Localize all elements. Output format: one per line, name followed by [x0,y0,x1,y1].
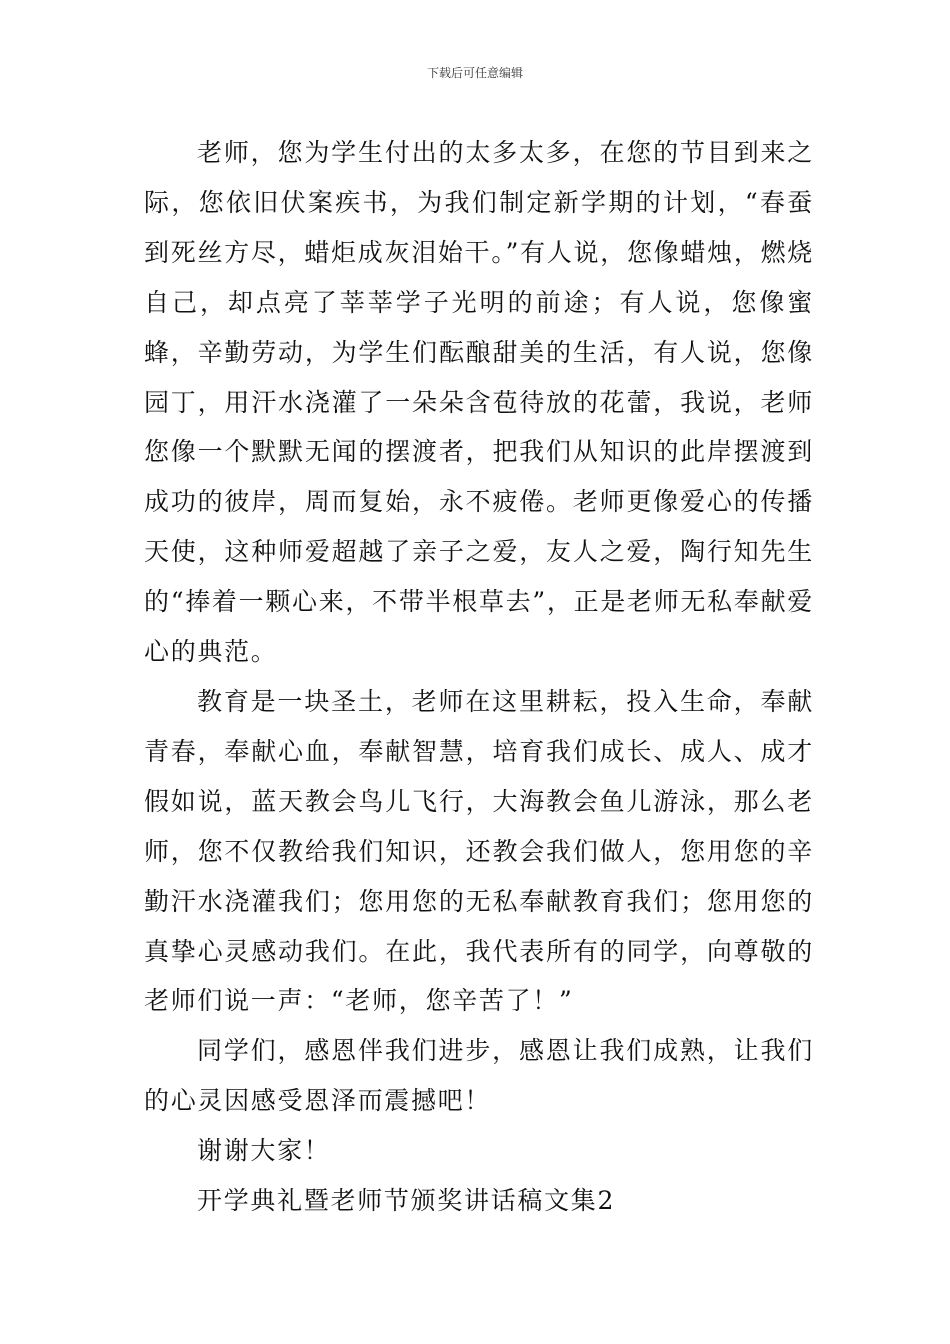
section-title: 开学典礼暨老师节颁奖讲话稿文集2 [197,1186,616,1216]
paragraph-4: 谢谢大家！ [197,1136,331,1166]
paragraph-1: 老师，您为学生付出的太多太多，在您的节目到来之际，您依旧伏案疾书，为我们制定新学期的计划，“春蚕到死丝方尽，蜡炬成灰泪始干。”有人说，您像蜡烛，燃烧自己，却点亮了莘莘学子光明的前途；有人说，您像蜜蜂，辛勤劳动，为学生们酝酿甜美的生活，有人说，您像园丁，用汗水浇灌了一朵朵含苞待放的花蕾，我说，老师您像一个默默无闻的摆渡者，把我们从知识的此岸摆渡到成功的彼岸，周而复始，永不疲倦。老师更像爱心的传播天使，这种师爱超越了亲子之爱，友人之爱，陶行知先生的“捧着一颗心来，不带半根草去”，正是老师无私奉献爱心的典范。 [144,138,814,667]
page-header-note: 下载后可任意编辑 [426,66,523,80]
paragraph-2: 教育是一块圣土，老师在这里耕耘，投入生命，奉献青春，奉献心血，奉献智慧，培育我们成长、成人、成才假如说，蓝天教会鸟儿飞行，大海教会鱼儿游泳，那么老师，您不仅教给我们知识，还教会我们做人，您用您的辛勤汗水浇灌我们；您用您的无私奉献教育我们；您用您的真挚心灵感动我们。在此，我代表所有的同学，向尊敬的老师们说一声：“老师，您辛苦了！” [144,686,814,1016]
paragraph-3: 同学们，感恩伴我们进步，感恩让我们成熟，让我们的心灵因感受恩泽而震撼吧！ [144,1036,814,1116]
document-body [144,128,814,1226]
